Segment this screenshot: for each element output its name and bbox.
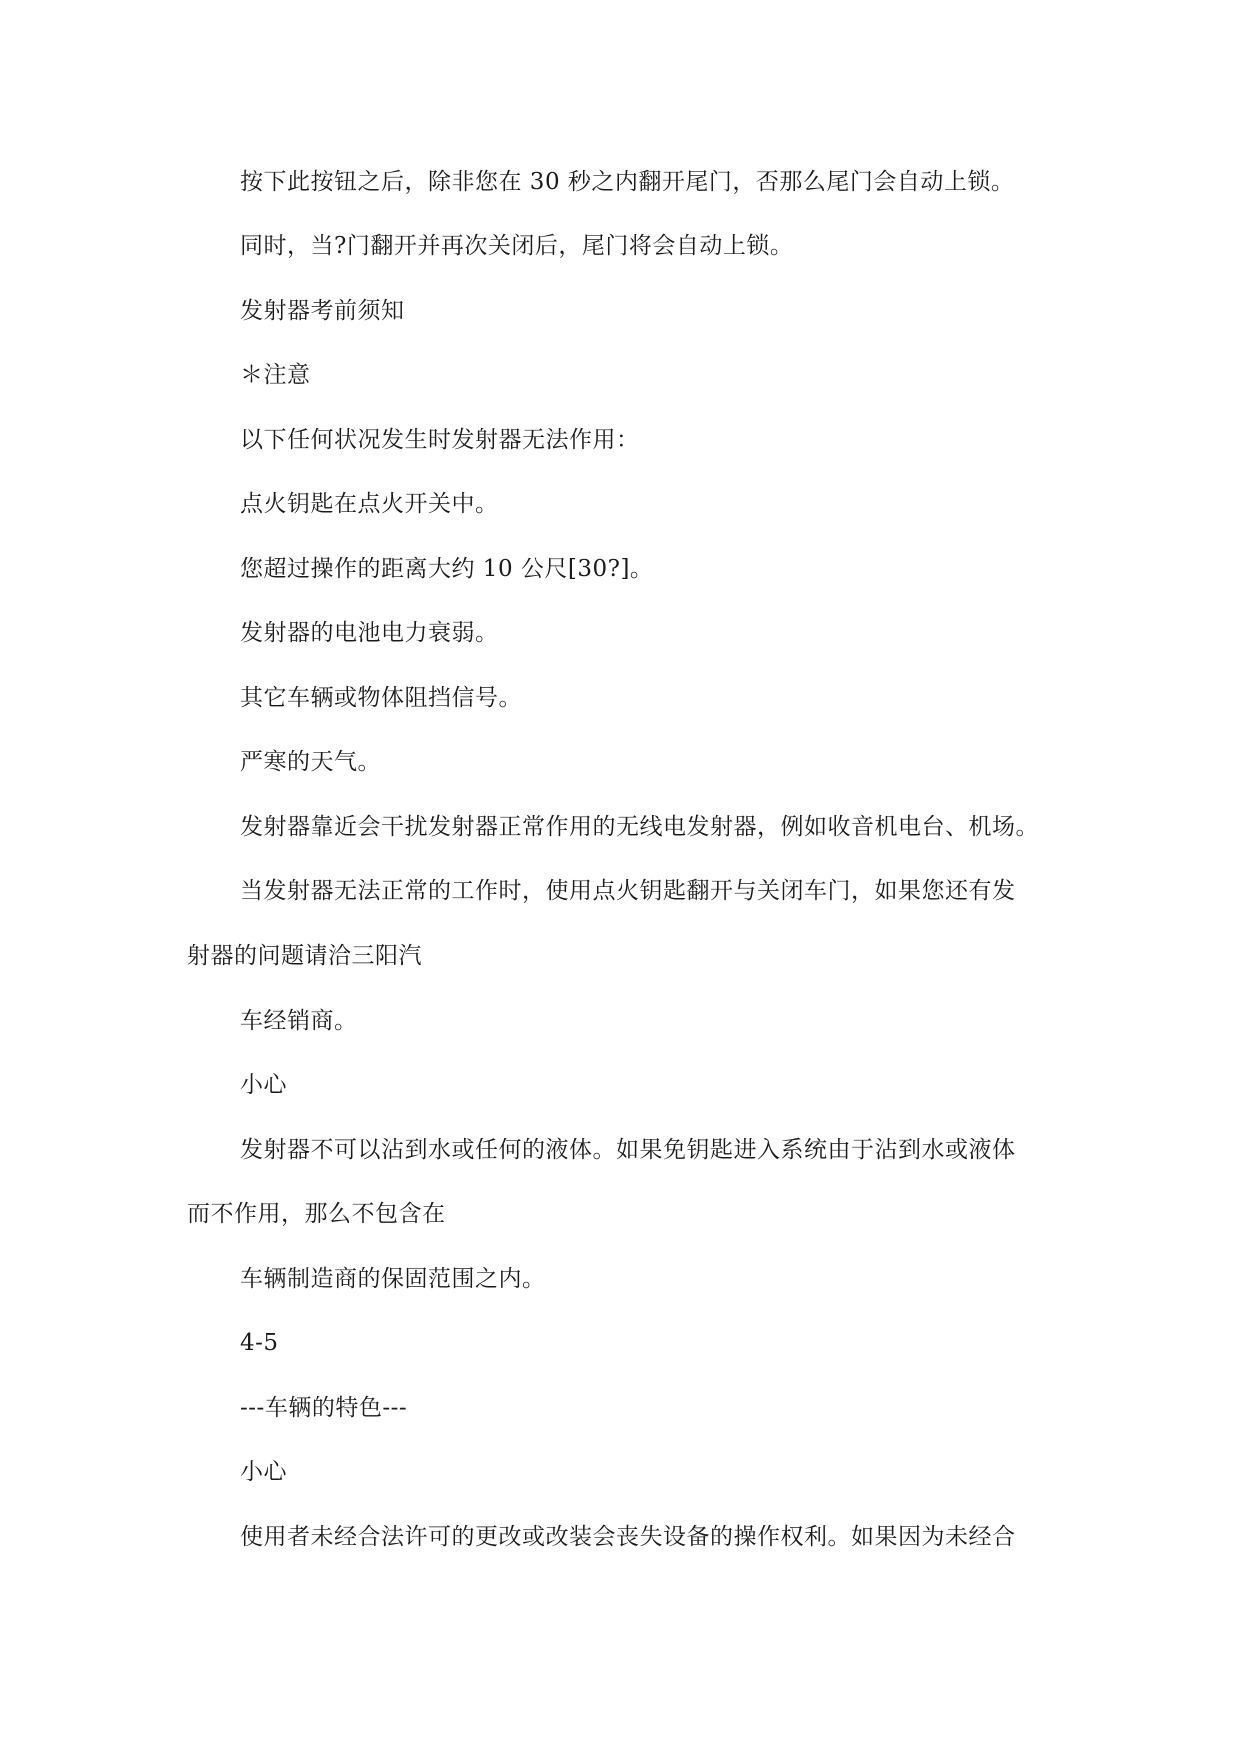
note-label: ＊注意	[240, 362, 311, 388]
paragraph-tailgate-auto-lock: 同时，当?门翻开并再次关闭后，尾门将会自动上锁。	[240, 233, 794, 259]
paragraph-malfunction-line1: 当发射器无法正常的工作时，使用点火钥匙翻开与关闭车门，如果您还有发	[240, 878, 1016, 904]
caution-label: 小心	[240, 1072, 287, 1098]
paragraph-modification-warning: 使用者未经合法许可的更改或改装会丧失设备的操作权利。如果因为未经合	[240, 1524, 1016, 1550]
paragraph-liquid-line2: 而不作用，那么不包含在	[187, 1201, 446, 1227]
paragraph-liquid-line3: 车辆制造商的保固范围之内。	[240, 1266, 546, 1292]
paragraph-malfunction-line2: 射器的问题请洽三阳汽	[187, 943, 422, 969]
list-item-cold-weather: 严寒的天气。	[240, 749, 381, 775]
list-item-key-in-ignition: 点火钥匙在点火开关中。	[240, 491, 499, 517]
list-item-radio-interference: 发射器靠近会干扰发射器正常作用的无线电发射器，例如收音机电台、机场。	[240, 814, 1039, 840]
running-header: ---车辆的特色---	[240, 1395, 408, 1421]
section-heading-transmitter-notes: 发射器考前须知	[240, 298, 405, 324]
paragraph-malfunction-line3: 车经销商。	[240, 1008, 358, 1034]
paragraph-tailgate-lock: 按下此按钮之后，除非您在 30 秒之内翻开尾门，否那么尾门会自动上锁。	[240, 169, 1015, 195]
list-item-signal-blocked: 其它车辆或物体阻挡信号。	[240, 685, 522, 711]
page-number: 4-5	[240, 1330, 279, 1356]
list-item-distance: 您超过操作的距离大约 10 公尺[30?]。	[240, 556, 654, 582]
paragraph-liquid-line1: 发射器不可以沾到水或任何的液体。如果免钥匙进入系统由于沾到水或液体	[240, 1137, 1016, 1163]
caution-label-2: 小心	[240, 1459, 287, 1485]
list-item-battery-weak: 发射器的电池电力衰弱。	[240, 620, 499, 646]
paragraph-conditions-intro: 以下任何状况发生时发射器无法作用：	[240, 427, 640, 453]
